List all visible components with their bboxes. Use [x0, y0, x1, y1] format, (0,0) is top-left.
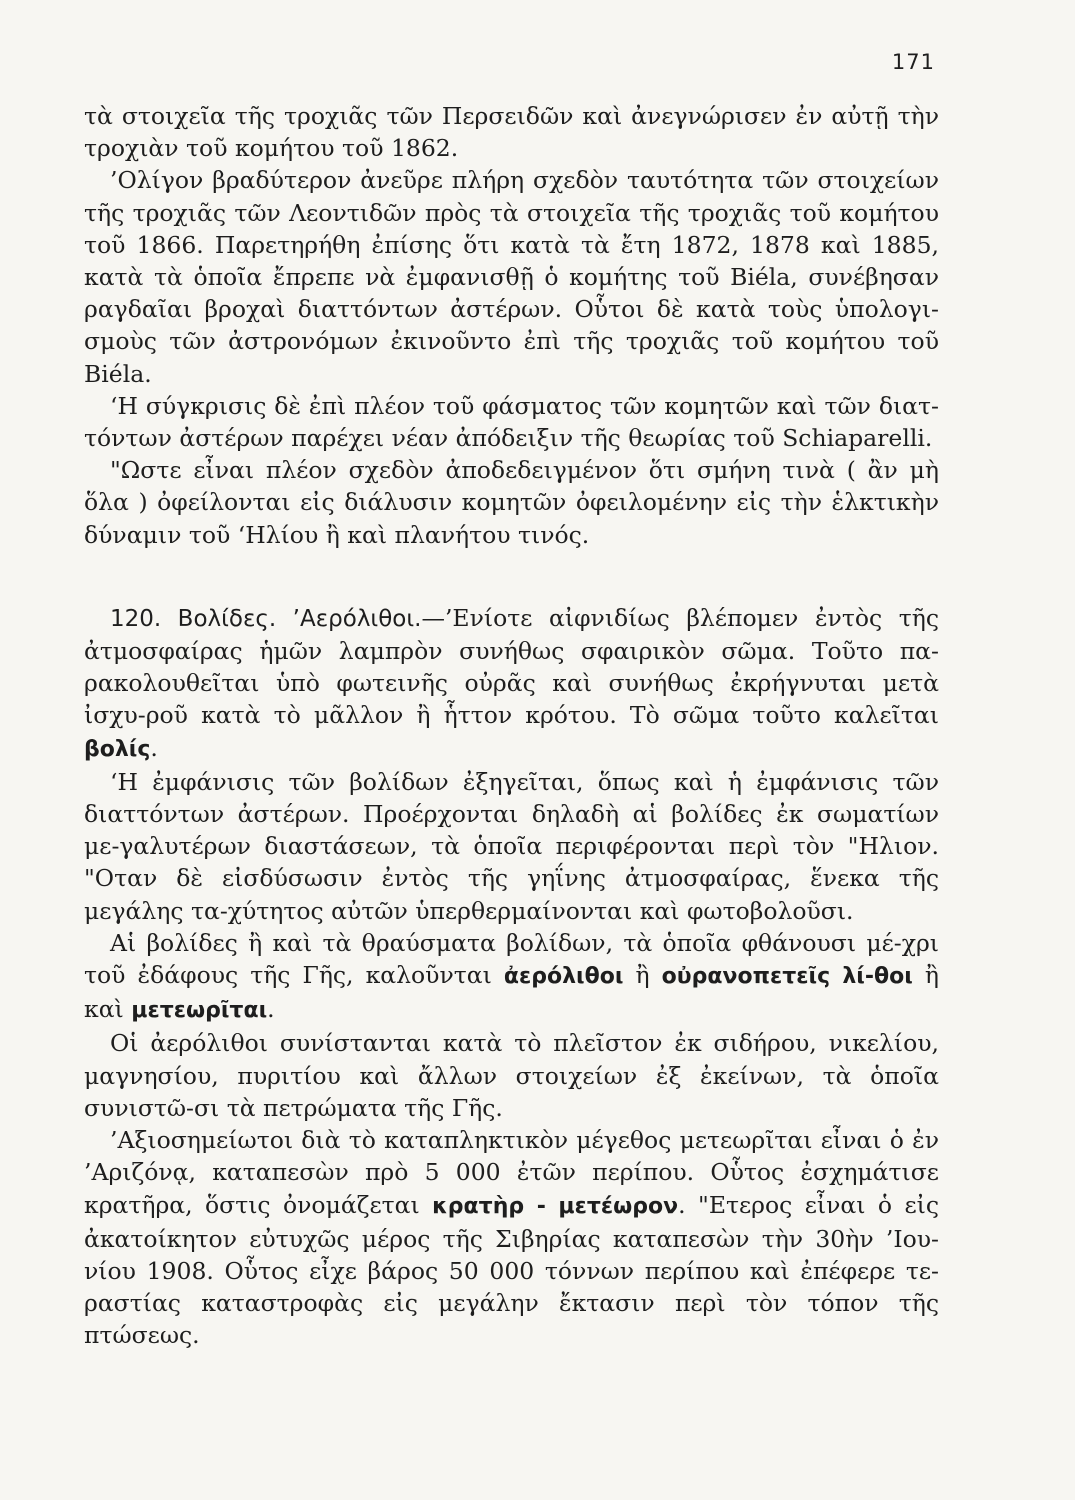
paragraph-3: ‘Η σύγκρισις δὲ ἐπὶ πλέον τοῦ φάσματος τῶν κομητῶν καὶ τῶν διατ-τόντων ἀστέρων παρέχει νέαν ἀπόδειξιν τῆς θεωρίας τοῦ Schiaparelli. [84, 391, 939, 453]
paragraph-7-end: . [267, 995, 275, 1024]
term-aerolithoi: ἀερόλιθοι [503, 964, 624, 990]
body-text [84, 100, 939, 1352]
paragraph-4: "Ωστε εἶναι πλέον σχεδὸν ἀποδεδειγμένον ὅτι σμήνη τινὰ ( ἂν μὴ ὅλα ) ὀφείλονται εἰς διάλυσιν κομητῶν ὀφειλομένην εἰς τὴν ἑλκτικὴν δύναμιν τοῦ ‘Ηλίου ἢ καὶ πλανήτου τινός. [84, 456, 939, 549]
section-120-paragraph [84, 602, 939, 766]
term-crater: κρατὴρ - μετέωρον [432, 1193, 679, 1219]
paragraph-7-or-1: ἢ [635, 961, 650, 990]
section-dash: — [421, 603, 445, 632]
paragraph-2: ’Ολίγον βραδύτερον ἀνεῦρε πλήρη σχεδὸν ταυτότητα τῶν στοιχείων τῆς τροχιᾶς τῶν Λεοντιδῶν πρὸς τὰ στοιχεῖα τῆς τροχιᾶς τοῦ κομήτου τοῦ 1866. Παρετηρήθη ἐπίσης ὅτι κατὰ τὰ ἔτη 1872, 1878 καὶ 1885, κατὰ τὰ ὁποῖα ἔπρεπε νὰ ἐμφανισθῇ ὁ κομήτης τοῦ Biéla, συνέβησαν ραγδαῖαι βροχαὶ διαττόντων ἀστέρων. Οὗτοι δὲ κατὰ τοὺς ὑπολογι-σμοὺς τῶν ἀστρονόμων ἐκινοῦντο ἐπὶ τῆς τροχιᾶς τοῦ κομήτου τοῦ Biéla. [84, 166, 939, 388]
paragraph-7 [84, 927, 939, 1028]
paragraph-8: Οἱ ἀερόλιθοι συνίστανται κατὰ τὸ πλεῖστον ἐκ σιδήρου, νικελίου, μαγνησίου, πυριτίου καὶ ἄλλων στοιχείων ἐξ ἐκείνων, τὰ ὁποῖα συνιστῶ-σι τὰ πετρώματα τῆς Γῆς. [84, 1029, 939, 1122]
page-number: 171 [891, 50, 935, 74]
paragraph-9-start: ’Αξιοσημείωτοι διὰ τὸ καταπληκτικὸν μέγεθος μετεωρῖται εἶναι ὁ ἐν ’Αριζόνᾳ, καταπεσὼν πρὸ 5 000 ἐτῶν περίπου. Οὗτος ἐσχημάτισε κρατῆρα, ὅστις ὀνομάζεται [84, 1126, 939, 1219]
paragraph-9 [84, 1124, 939, 1351]
paragraph-7-start: Αἱ βολίδες ἢ καὶ τὰ θραύσματα βολίδων, τὰ ὁποῖα φθάνουσι μέ-χρι τοῦ ἐδάφους τῆς Γῆς, καλοῦνται [84, 928, 939, 990]
term-ouranopeteis: οὐρανοπετεῖς λί-θοι [661, 964, 913, 990]
section-heading: 120. Βολίδες. ’Αερόλιθοι. [110, 605, 422, 632]
term-bolis: βολίς [84, 736, 151, 762]
term-meteorites: μετεωρῖται [131, 998, 268, 1024]
paragraph-9-end: . "Ετερος εἶναι ὁ εἰς ἀκατοίκητον εὐτυχῶς μέρος τῆς Σιβηρίας καταπεσὼν τὴν 30ὴν ’Ιου-νίου 1908. Οὗτος εἶχε βάρος 50 000 τόννων περίπου καὶ ἐπέφερε τε-ραστίας καταστροφὰς εἰς μεγάλην ἔκτασιν περὶ τὸν τόπον τῆς πτώσεως. [84, 1190, 939, 1350]
paragraph-1: τὰ στοιχεῖα τῆς τροχιᾶς τῶν Περσειδῶν καὶ ἀνεγνώρισεν ἐν αὐτῇ τὴν τροχιὰν τοῦ κομήτου τοῦ 1862. [84, 102, 939, 163]
paragraph-5-end: . [150, 733, 158, 762]
paragraph-6: ‘Η ἐμφάνισις τῶν βολίδων ἐξηγεῖται, ὅπως καὶ ἡ ἐμφάνισις τῶν διαττόντων ἀστέρων. Προέρχονται δηλαδὴ αἱ βολίδες ἐκ σωματίων με-γαλυτέρων διαστάσεων, τὰ ὁποῖα περιφέρονται περὶ τὸν "Ηλιον. "Οταν δὲ εἰσδύσωσιν ἐντὸς τῆς γηΐνης ἀτμοσφαίρας, ἕνεκα τῆς μεγάλης τα-χύτητος αὐτῶν ὑπερθερμαίνονται καὶ φωτοβολοῦσι. [84, 767, 939, 925]
paragraph-7-or-2: ἢ καὶ [84, 961, 939, 1024]
paragraph-5: ’Ενίοτε αἰφνιδίως βλέπομεν ἐντὸς τῆς ἀτμοσφαίρας ἡμῶν λαμπρὸν συνήθως σφαιρικὸν σῶμα. Τοῦτο πα-ρακολουθεῖται ὑπὸ φωτεινῆς οὐρᾶς καὶ συνήθως ἐκρήγνυται μετὰ ἰσχυ-ροῦ κατὰ τὸ μᾶλλον ἢ ἧττον κρότου. Τὸ σῶμα τοῦτο καλεῖται [84, 603, 939, 730]
